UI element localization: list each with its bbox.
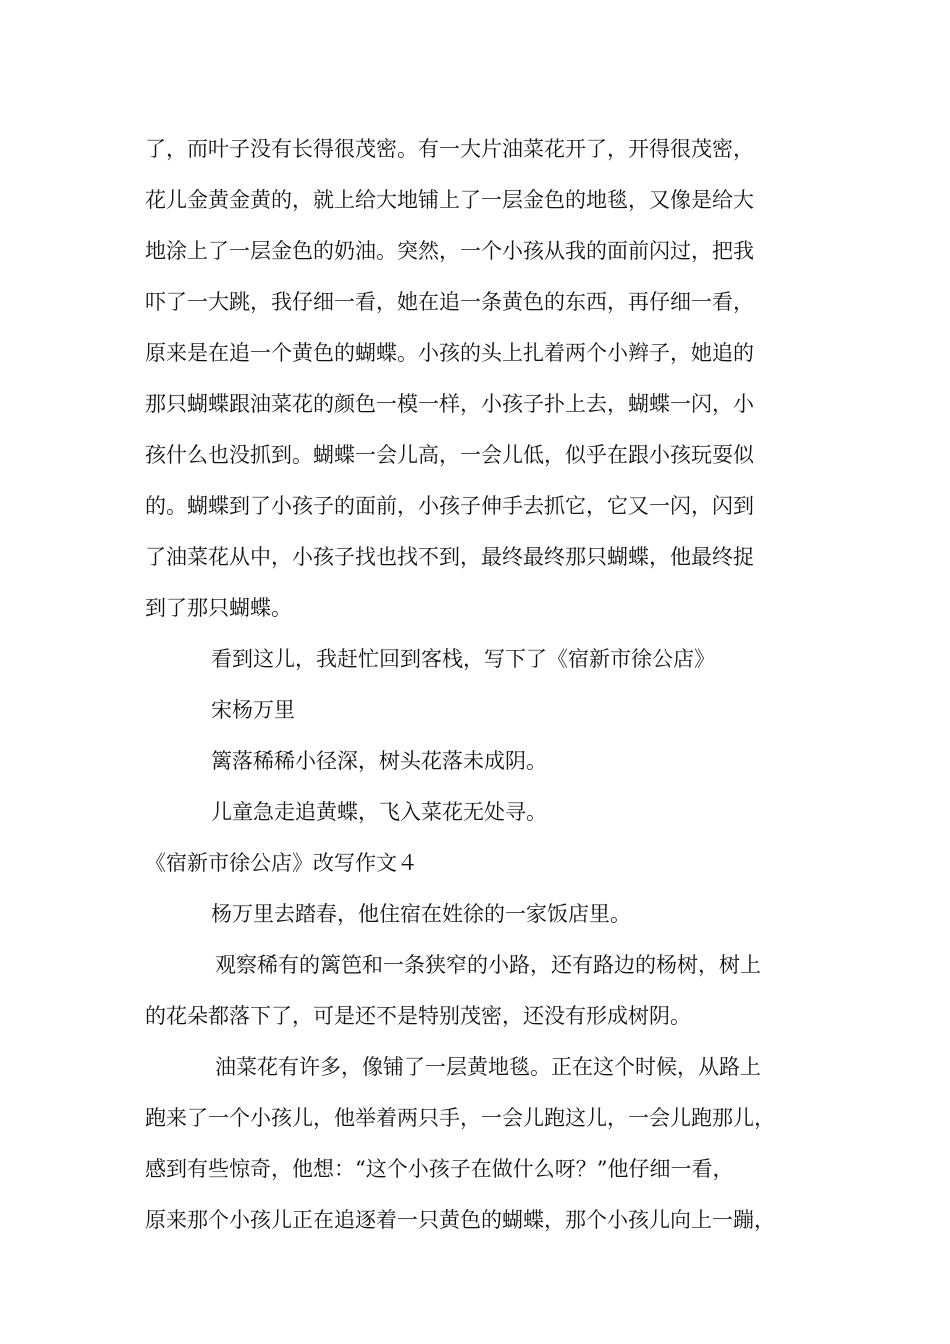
paragraph-p2 bbox=[145, 634, 825, 685]
poem-author bbox=[145, 685, 825, 736]
text-line: 原来是在追一个黄色的蝴蝶。小孩的头上扎着两个小辫子，她追的 bbox=[145, 341, 754, 365]
text-line: 跑来了一个小孩儿，他举着两只手，一会儿跑这儿，一会儿跑那儿， bbox=[145, 1106, 775, 1130]
paragraph-p8 bbox=[145, 1042, 825, 1246]
text-line: 看到这儿，我赶忙回到客栈，写下了《宿新市徐公店》 bbox=[211, 647, 715, 671]
text-line: 篱落稀稀小径深，树头花落未成阴。 bbox=[211, 749, 547, 773]
text-line: 孩什么也没抓到。蝴蝶一会儿高，一会儿低，似乎在跟小孩玩耍似 bbox=[145, 443, 754, 467]
text-line: 到了那只蝴蝶。 bbox=[145, 596, 292, 620]
text-line: 的。蝴蝶到了小孩子的面前，小孩子伸手去抓它，它又一闪，闪到 bbox=[145, 494, 754, 518]
text-line: 的花朵都落下了，可是还不是特别茂密，还没有形成树阴。 bbox=[145, 1004, 691, 1028]
text-line: 感到有些惊奇，他想：“这个小孩子在做什么呀？”他仔细一看， bbox=[145, 1157, 734, 1181]
text-line: 那只蝴蝶跟油菜花的颜色一模一样，小孩子扑上去，蝴蝶一闪，小 bbox=[145, 392, 754, 416]
text-line: 原来那个小孩儿正在追逐着一只黄色的蝴蝶，那个小孩儿向上一蹦， bbox=[145, 1208, 775, 1232]
poem-line-2 bbox=[145, 787, 825, 838]
text-line: 吓了一大跳，我仔细一看，她在追一条黄色的东西，再仔细一看， bbox=[145, 290, 754, 314]
text-line: 杨万里去踏春，他住宿在姓徐的一家饭店里。 bbox=[211, 902, 631, 926]
text-line: 观察稀有的篱笆和一条狭窄的小路，还有路边的杨树，树上 bbox=[215, 953, 761, 977]
section-heading bbox=[145, 838, 825, 889]
text-line: 儿童急走追黄蝶，飞入菜花无处寻。 bbox=[211, 800, 547, 824]
poem-line-1 bbox=[145, 736, 825, 787]
text-line: 了，而叶子没有长得很茂密。有一大片油菜花开了，开得很茂密， bbox=[145, 137, 754, 161]
heading-line: 《宿新市徐公店》改写作文４ bbox=[145, 851, 418, 875]
paragraph-p1 bbox=[145, 124, 825, 634]
text-line: 花儿金黄金黄的，就上给大地铺上了一层金色的地毯，又像是给大 bbox=[145, 188, 754, 212]
paragraph-p6 bbox=[145, 889, 825, 940]
paragraph-p7 bbox=[145, 940, 825, 1042]
text-line: 了油菜花从中，小孩子找也找不到，最终最终那只蝴蝶，他最终捉 bbox=[145, 545, 754, 569]
text-line: 油菜花有许多，像铺了一层黄地毯。正在这个时候，从路上 bbox=[215, 1055, 761, 1079]
document-body bbox=[145, 124, 825, 1246]
text-line: 地涂上了一层金色的奶油。突然，一个小孩从我的面前闪过，把我 bbox=[145, 239, 754, 263]
text-line: 宋杨万里 bbox=[211, 698, 295, 722]
